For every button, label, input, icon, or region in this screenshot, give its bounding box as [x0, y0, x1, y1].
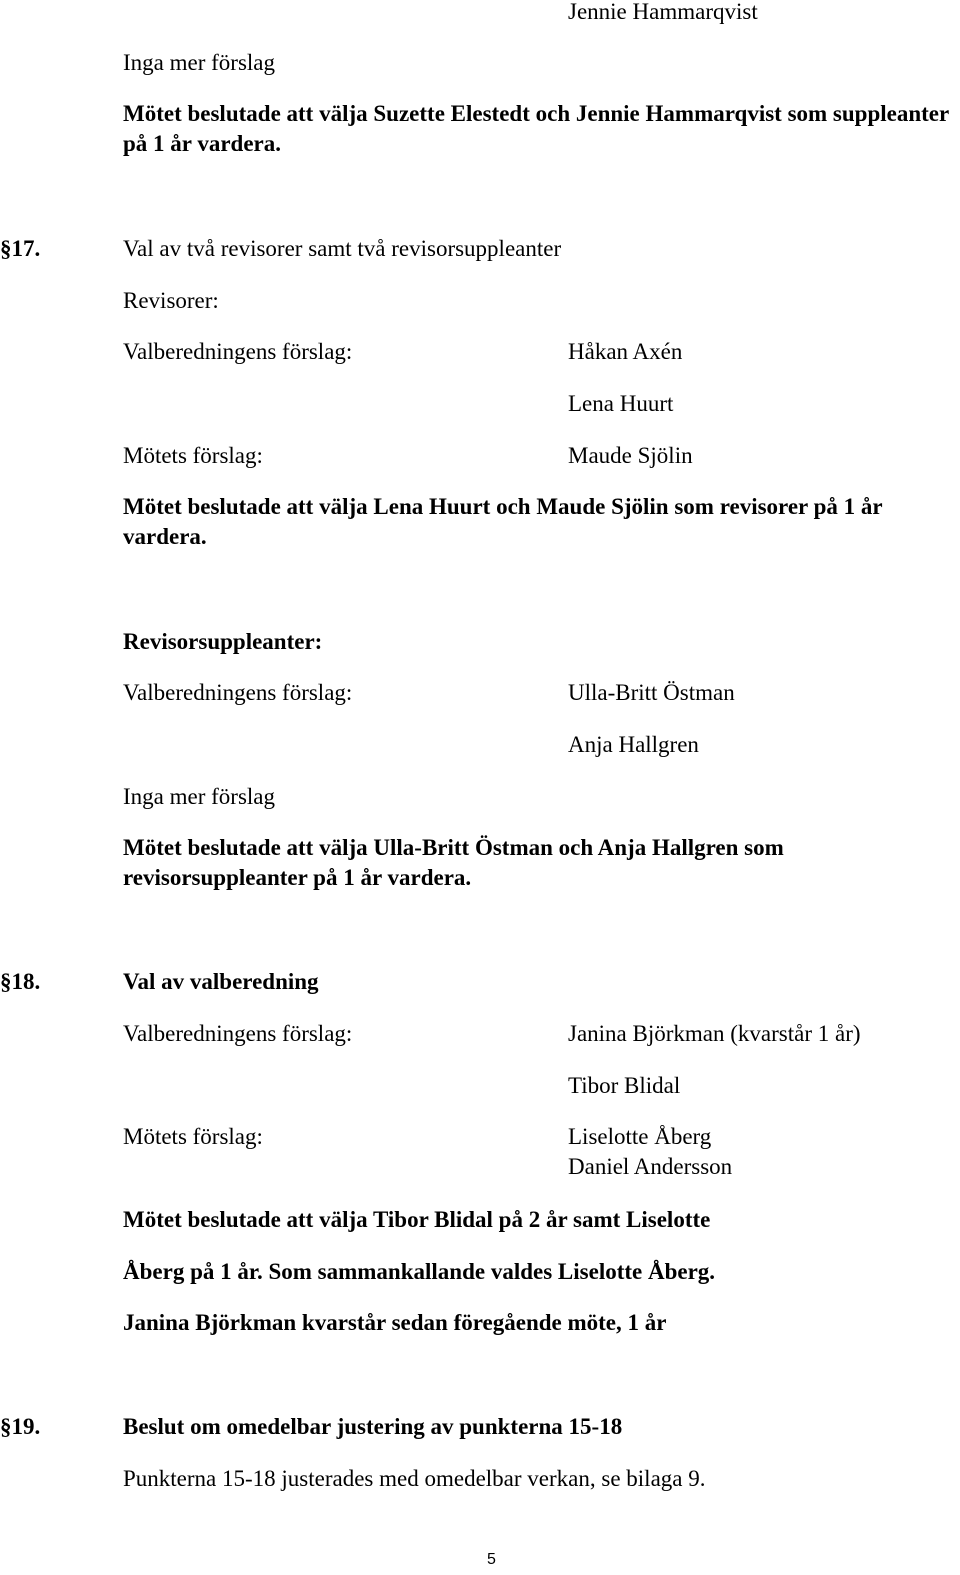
section-body-text: Punkterna 15-18 justerades med omedelbar verkan, se bilaga 9. — [123, 1466, 706, 1491]
candidate-name: Anja Hallgren — [568, 732, 699, 757]
candidate-name: Jennie Hammarqvist — [568, 0, 758, 24]
section-number: §19. — [0, 1414, 41, 1439]
decision-text: Mötet beslutade att välja Tibor Blidal på 2 år samt Liselotte — [123, 1207, 711, 1232]
decision-text: Janina Björkman kvarstår sedan föregående möte, 1 år — [123, 1310, 667, 1335]
subsection-heading: Revisorer: — [123, 288, 219, 313]
section-number: §17. — [0, 236, 41, 261]
decision-text: Mötet beslutade att välja Lena Huurt och Maude Sjölin som revisorer på 1 år vardera. — [123, 494, 883, 549]
section-title: Val av två revisorer samt två revisorsuppleanter — [123, 236, 562, 261]
meeting-proposal-label: Mötets förslag: — [123, 1124, 263, 1149]
meeting-proposal-label: Mötets förslag: — [123, 443, 263, 468]
candidate-name: Håkan Axén — [568, 339, 683, 364]
page-number: 5 — [487, 1551, 496, 1568]
committee-proposal-label: Valberedningens förslag: — [123, 339, 353, 364]
candidate-name: Janina Björkman (kvarstår 1 år) — [568, 1021, 861, 1046]
decision-text: Mötet beslutade att välja Suzette Elestedt och Jennie Hammarqvist som suppleanter på 1 år vardera. — [123, 101, 949, 156]
candidate-name: Liselotte Åberg — [568, 1124, 712, 1149]
no-more-proposals: Inga mer förslag — [123, 784, 275, 809]
candidate-name: Maude Sjölin — [568, 443, 693, 468]
candidate-name: Ulla-Britt Östman — [568, 680, 735, 705]
section-title: Val av valberedning — [123, 969, 319, 994]
section-number: §18. — [0, 969, 41, 994]
section-title: Beslut om omedelbar justering av punkterna 15-18 — [123, 1414, 623, 1439]
candidate-name: Lena Huurt — [568, 391, 674, 416]
subsection-heading: Revisorsuppleanter: — [123, 629, 323, 654]
candidate-name: Daniel Andersson — [568, 1154, 733, 1179]
decision-text: Åberg på 1 år. Som sammankallande valdes Liselotte Åberg. — [123, 1259, 716, 1284]
decision-text: Mötet beslutade att välja Ulla-Britt Östman och Anja Hallgren som revisorsuppleanter på 1 år vardera. — [123, 835, 784, 890]
committee-proposal-label: Valberedningens förslag: — [123, 1021, 353, 1046]
no-more-proposals: Inga mer förslag — [123, 50, 275, 75]
candidate-name: Tibor Blidal — [568, 1073, 681, 1098]
committee-proposal-label: Valberedningens förslag: — [123, 680, 353, 705]
